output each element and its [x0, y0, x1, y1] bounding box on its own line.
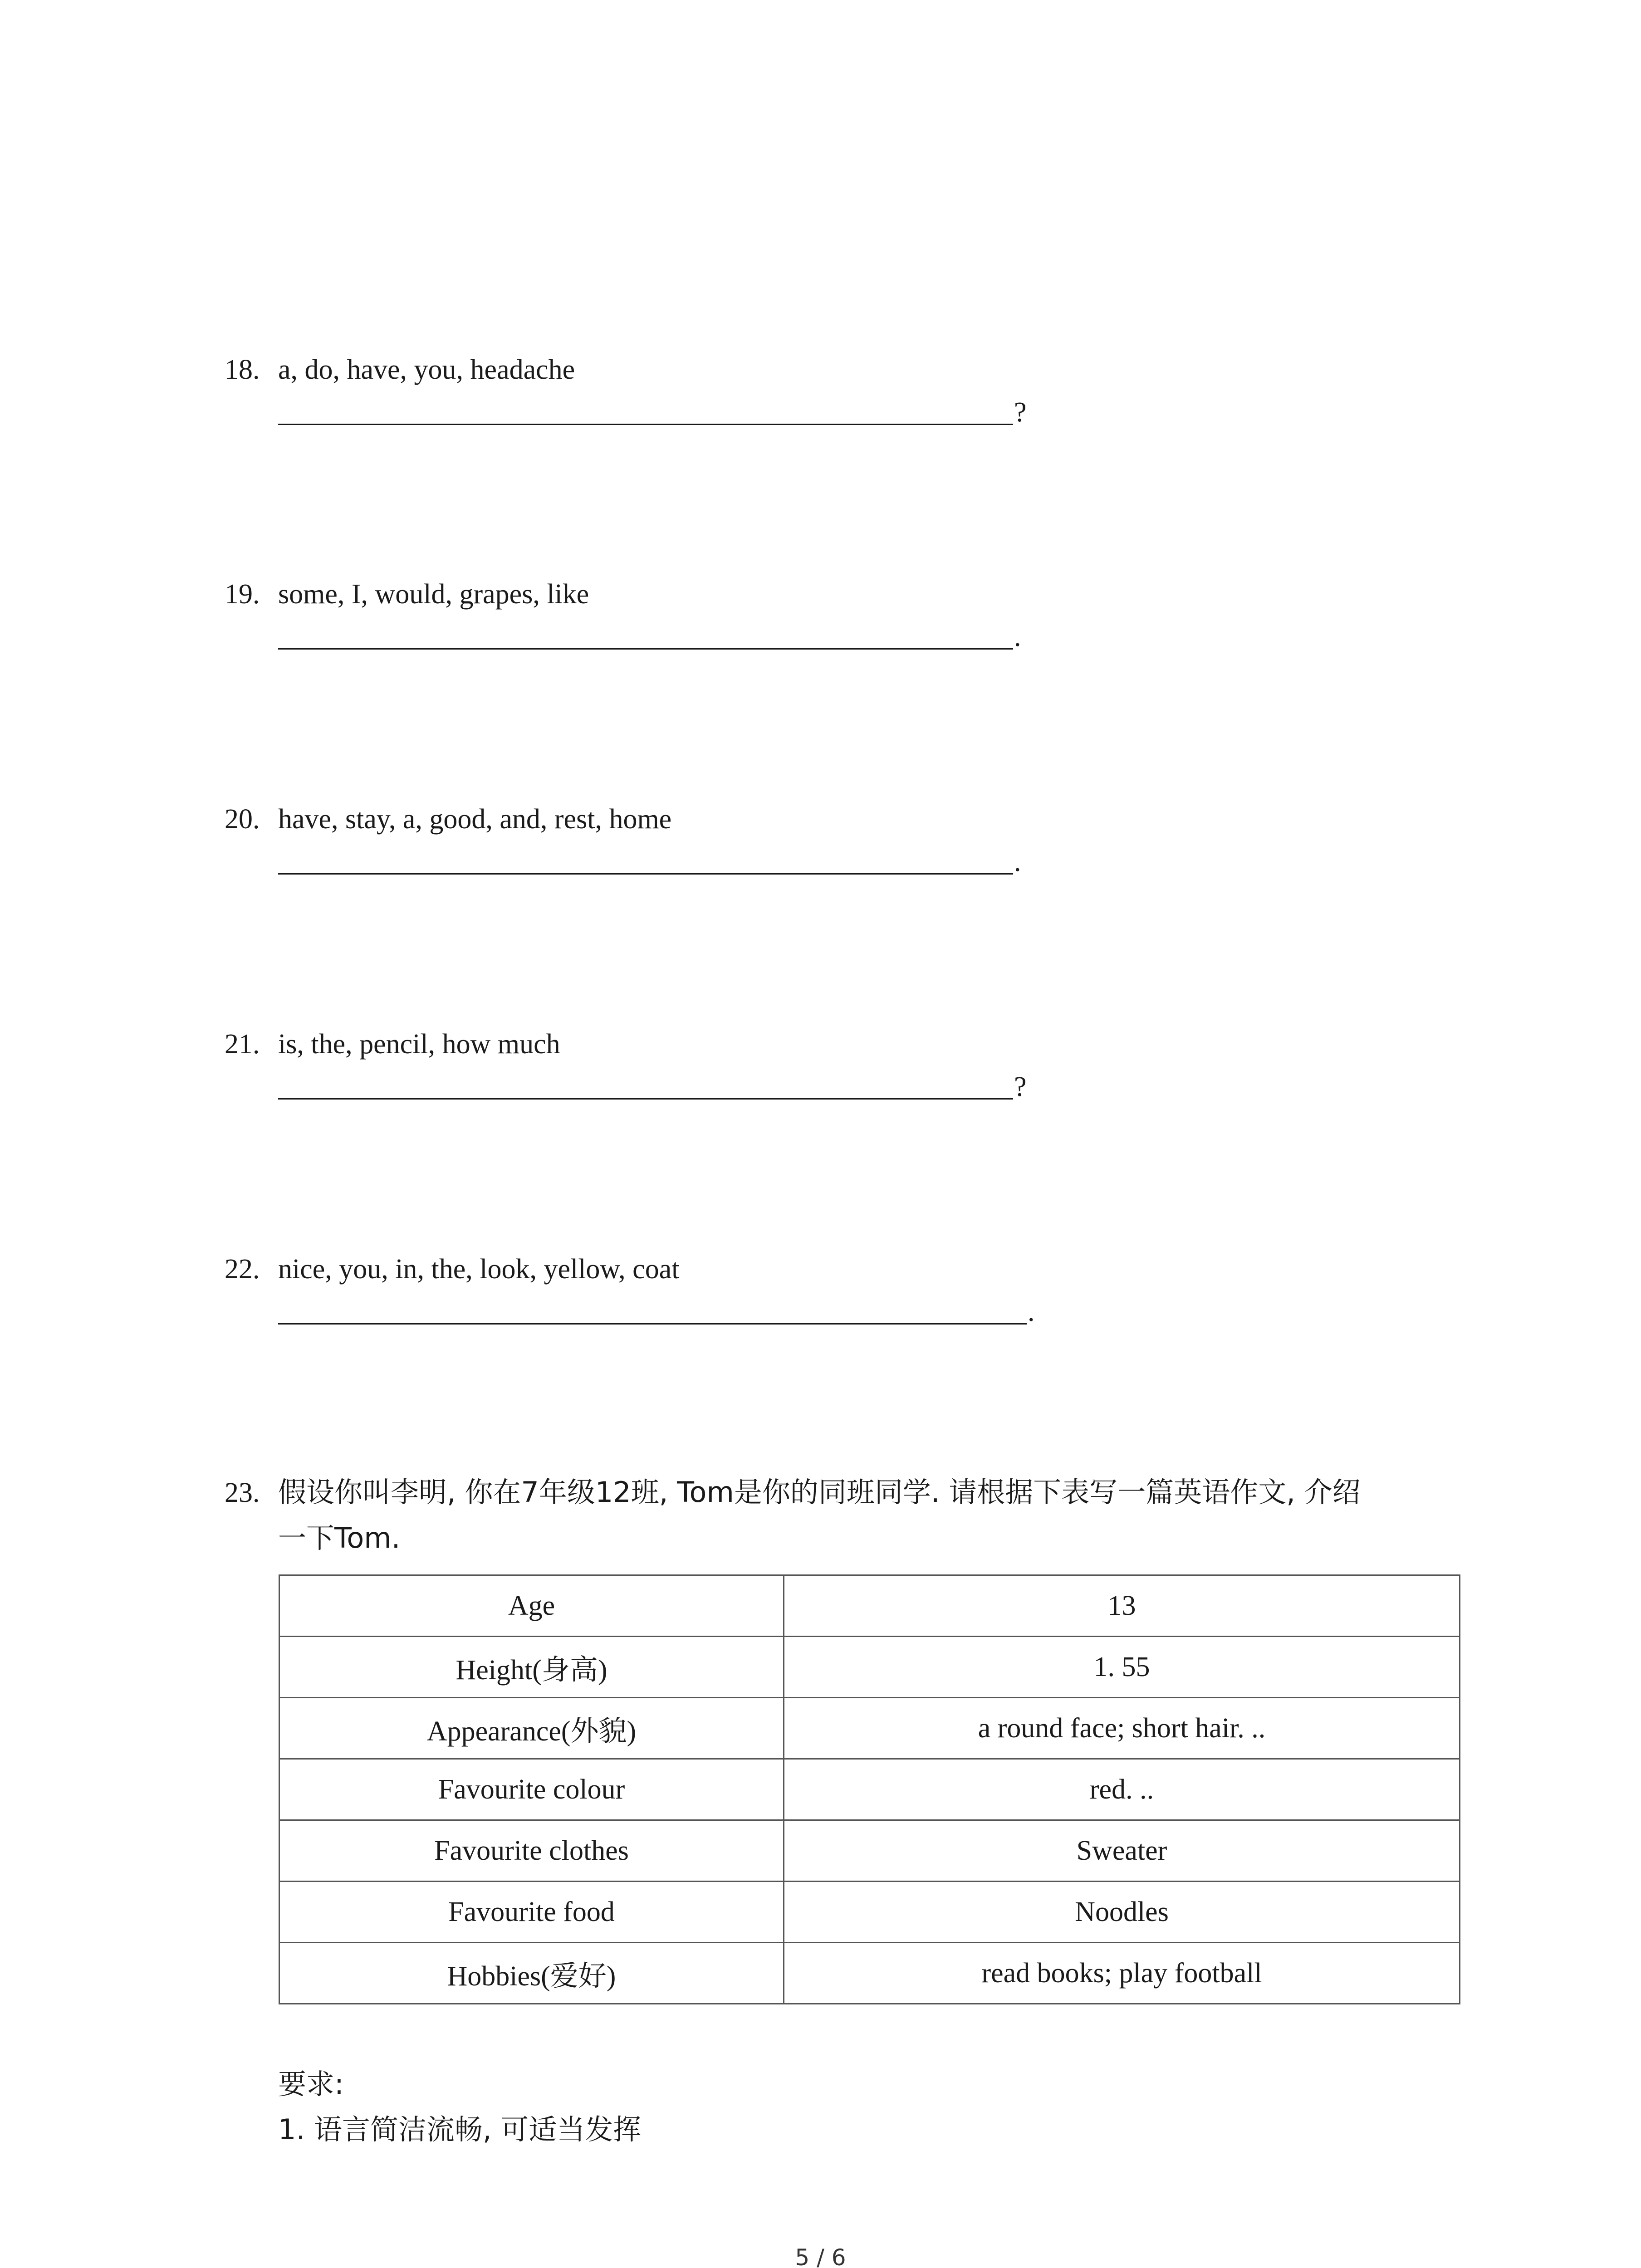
table-row	[279, 1943, 1460, 2004]
question-number: 21.	[225, 1029, 260, 1060]
question-words: some, I, would, grapes, like	[278, 579, 589, 610]
end-punctuation: .	[1014, 621, 1021, 652]
table-row	[279, 1759, 1460, 1820]
question-21	[225, 1024, 1540, 1107]
answer-field[interactable]	[278, 1066, 1540, 1107]
question-words: is, the, pencil, how much	[278, 1029, 560, 1060]
answer-line	[278, 1098, 1013, 1100]
question-number: 18.	[225, 354, 260, 385]
question-22	[225, 1249, 1540, 1332]
requirement-item: 1. 语言简洁流畅, 可适当发挥	[278, 2113, 642, 2146]
table-row	[279, 1882, 1460, 1943]
answer-field[interactable]	[278, 1291, 1540, 1332]
end-punctuation: .	[1028, 1296, 1035, 1327]
question-words: nice, you, in, the, look, yellow, coat	[278, 1254, 680, 1285]
table-row	[279, 1698, 1460, 1759]
answer-field[interactable]	[278, 616, 1540, 657]
table-label: Appearance(外貌)	[279, 1698, 784, 1759]
question-20	[225, 799, 1540, 882]
info-table	[279, 1574, 1460, 2004]
table-row	[279, 1637, 1460, 1698]
table-row	[279, 1820, 1460, 1882]
question-words: a, do, have, you, headache	[278, 354, 575, 385]
answer-field[interactable]	[278, 841, 1540, 882]
question-number: 20.	[225, 804, 260, 835]
question-number: 19.	[225, 579, 260, 610]
page-number: 5 / 6	[795, 2244, 846, 2268]
answer-line	[278, 648, 1013, 650]
end-punctuation: .	[1014, 846, 1021, 877]
end-punctuation: ?	[1014, 397, 1027, 428]
answer-line	[278, 873, 1013, 875]
table-label: Hobbies(爱好)	[279, 1943, 784, 2004]
table-value: 1. 55	[784, 1637, 1460, 1698]
table-value: a round face; short hair. ..	[784, 1698, 1460, 1759]
question-number: 23.	[225, 1477, 260, 1508]
essay-prompt: 假设你叫李明, 你在7年级12班, Tom是你的同班同学. 请根据下表写一篇英语作文, 介绍	[278, 1476, 1361, 1509]
table-value: red. ..	[784, 1759, 1460, 1820]
question-18	[225, 349, 1540, 433]
answer-line	[278, 1323, 1027, 1325]
table-row	[279, 1575, 1460, 1637]
question-19	[225, 574, 1540, 657]
table-label: Age	[279, 1575, 784, 1637]
table-label: Favourite food	[279, 1882, 784, 1943]
question-number: 22.	[225, 1254, 260, 1285]
table-value: 13	[784, 1575, 1460, 1637]
table-label: Favourite colour	[279, 1759, 784, 1820]
answer-line	[278, 424, 1013, 425]
question-23	[225, 1470, 1540, 1561]
table-value: Sweater	[784, 1820, 1460, 1882]
answer-field[interactable]	[278, 392, 1540, 433]
table-value: read books; play football	[784, 1943, 1460, 2004]
question-words: have, stay, a, good, and, rest, home	[278, 804, 672, 835]
end-punctuation: ?	[1014, 1071, 1027, 1102]
table-label: Favourite clothes	[279, 1820, 784, 1882]
requirements	[278, 2062, 641, 2152]
table-label: Height(身高)	[279, 1637, 784, 1698]
requirements-title: 要求:	[278, 2068, 344, 2101]
essay-prompt-continued: 一下Tom.	[278, 1521, 401, 1554]
table-value: Noodles	[784, 1882, 1460, 1943]
